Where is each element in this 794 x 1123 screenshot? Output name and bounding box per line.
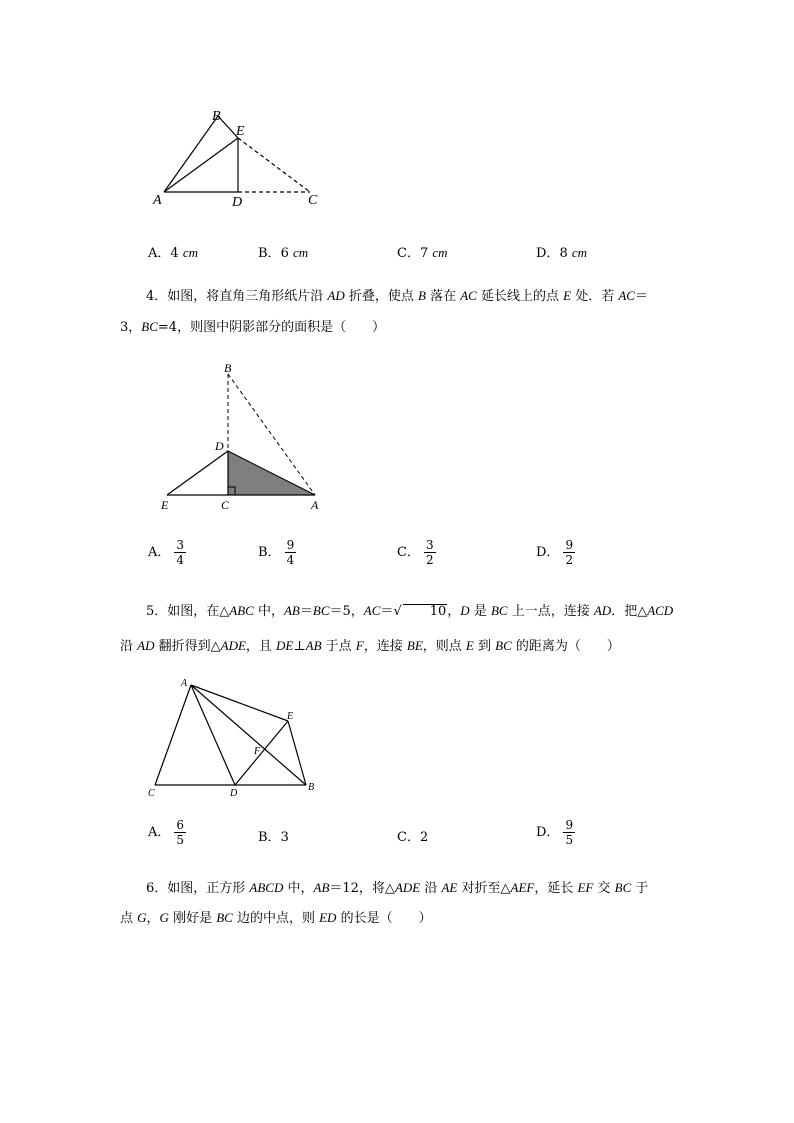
option-d[interactable] (536, 242, 587, 261)
option-letter: C． (397, 545, 420, 560)
option-value: 7 (419, 246, 429, 261)
option-a[interactable] (148, 242, 198, 261)
option-value: 3 (280, 830, 289, 845)
option-unit: cm (292, 245, 309, 260)
question-5-line-1: 5．如图，在△ABC 中，AB＝BC＝5，AC＝√ 10，D 是 BC 上一点，连接 AD．把△ACD (146, 603, 674, 619)
question-4-line-2: 3，BC=4，则图中阴影部分的面积是（ ） (120, 319, 386, 335)
point-label-a: A (311, 498, 319, 512)
fraction: $\frac{9}{2}$ (565, 538, 574, 567)
point-label-f: F (254, 746, 261, 757)
point-label-e: E (287, 711, 294, 722)
option-c[interactable] (397, 826, 428, 845)
segment-ae (164, 138, 238, 192)
option-value: 4 (170, 246, 179, 261)
segment-ed (167, 451, 228, 495)
point-label-b: B (308, 782, 315, 793)
segment-ab (164, 116, 218, 192)
segment-eb (288, 721, 306, 785)
option-letter: B． (258, 830, 281, 845)
option-d[interactable] (536, 818, 575, 847)
point-label-d: D (232, 195, 243, 210)
option-letter: A． (148, 825, 171, 840)
fraction: $\frac{9}{5}$ (565, 818, 574, 847)
option-letter: D． (536, 545, 560, 560)
segment-ec-dashed (238, 138, 310, 192)
point-label-b: B (224, 361, 232, 375)
point-label-e: E (161, 498, 169, 512)
option-unit: cm (571, 245, 588, 260)
fraction: $\frac{9}{4}$ (286, 538, 295, 567)
option-value: 8 (559, 246, 568, 261)
option-letter: B． (258, 545, 281, 560)
segment-ad (191, 685, 235, 785)
fraction: $\frac{3}{4}$ (176, 538, 185, 567)
shaded-triangle (228, 451, 315, 495)
point-label-a: A (181, 678, 188, 689)
point-label-a: A (153, 193, 162, 208)
option-letter: D． (536, 825, 560, 840)
option-value: 6 (280, 246, 289, 261)
option-c[interactable] (397, 242, 448, 261)
point-label-d: D (230, 788, 238, 799)
question-5-line-2: 沿 AD 翻折得到△ADE，且 DE⊥AB 于点 F，连接 BE，则点 E 到 BC 的距离为（ ） (120, 638, 620, 654)
question-6-line-1: 6．如图，正方形 ABCD 中，AB＝12，将△ADE 沿 AE 对折至△AEF，延长 EF 交 BC 于 (146, 880, 649, 896)
option-b[interactable] (258, 538, 296, 567)
figure-q4 (155, 360, 340, 515)
question-6-line-2: 点 G，G 刚好是 BC 边的中点，则 ED 的长是（ ） (120, 910, 432, 926)
segment-ac (155, 685, 191, 785)
point-label-e: E (236, 124, 245, 139)
option-c[interactable] (397, 538, 436, 567)
option-letter: B． (258, 246, 281, 261)
option-letter: C． (397, 830, 420, 845)
segment-ab (191, 685, 306, 785)
option-unit: cm (432, 245, 448, 260)
option-a[interactable] (148, 818, 186, 847)
segment-be (218, 116, 238, 138)
option-letter: D． (536, 246, 560, 261)
option-a[interactable] (148, 538, 186, 567)
point-label-c: C (148, 788, 155, 799)
segment-ae (191, 685, 288, 721)
option-unit: cm (182, 245, 198, 260)
fraction: $\frac{6}{5}$ (176, 818, 185, 847)
point-label-d: D (215, 439, 224, 453)
point-label-c: C (221, 498, 230, 512)
option-b[interactable] (258, 826, 289, 845)
fraction: $\frac{3}{2}$ (425, 538, 434, 567)
point-label-b: B (212, 109, 221, 124)
option-letter: A． (148, 545, 171, 560)
option-b[interactable] (258, 242, 308, 261)
option-letter: C． (397, 246, 420, 261)
figure-q5 (140, 670, 325, 800)
option-d[interactable] (536, 538, 575, 567)
question-4-line-1: 4．如图，将直角三角形纸片沿 AD 折叠，使点 B 落在 AC 延长线上的点 E 处．若 AC＝ (146, 288, 648, 304)
point-label-c: C (308, 193, 318, 208)
option-letter: A． (148, 246, 171, 261)
figure-q3 (150, 100, 330, 210)
option-value: 2 (419, 830, 429, 845)
